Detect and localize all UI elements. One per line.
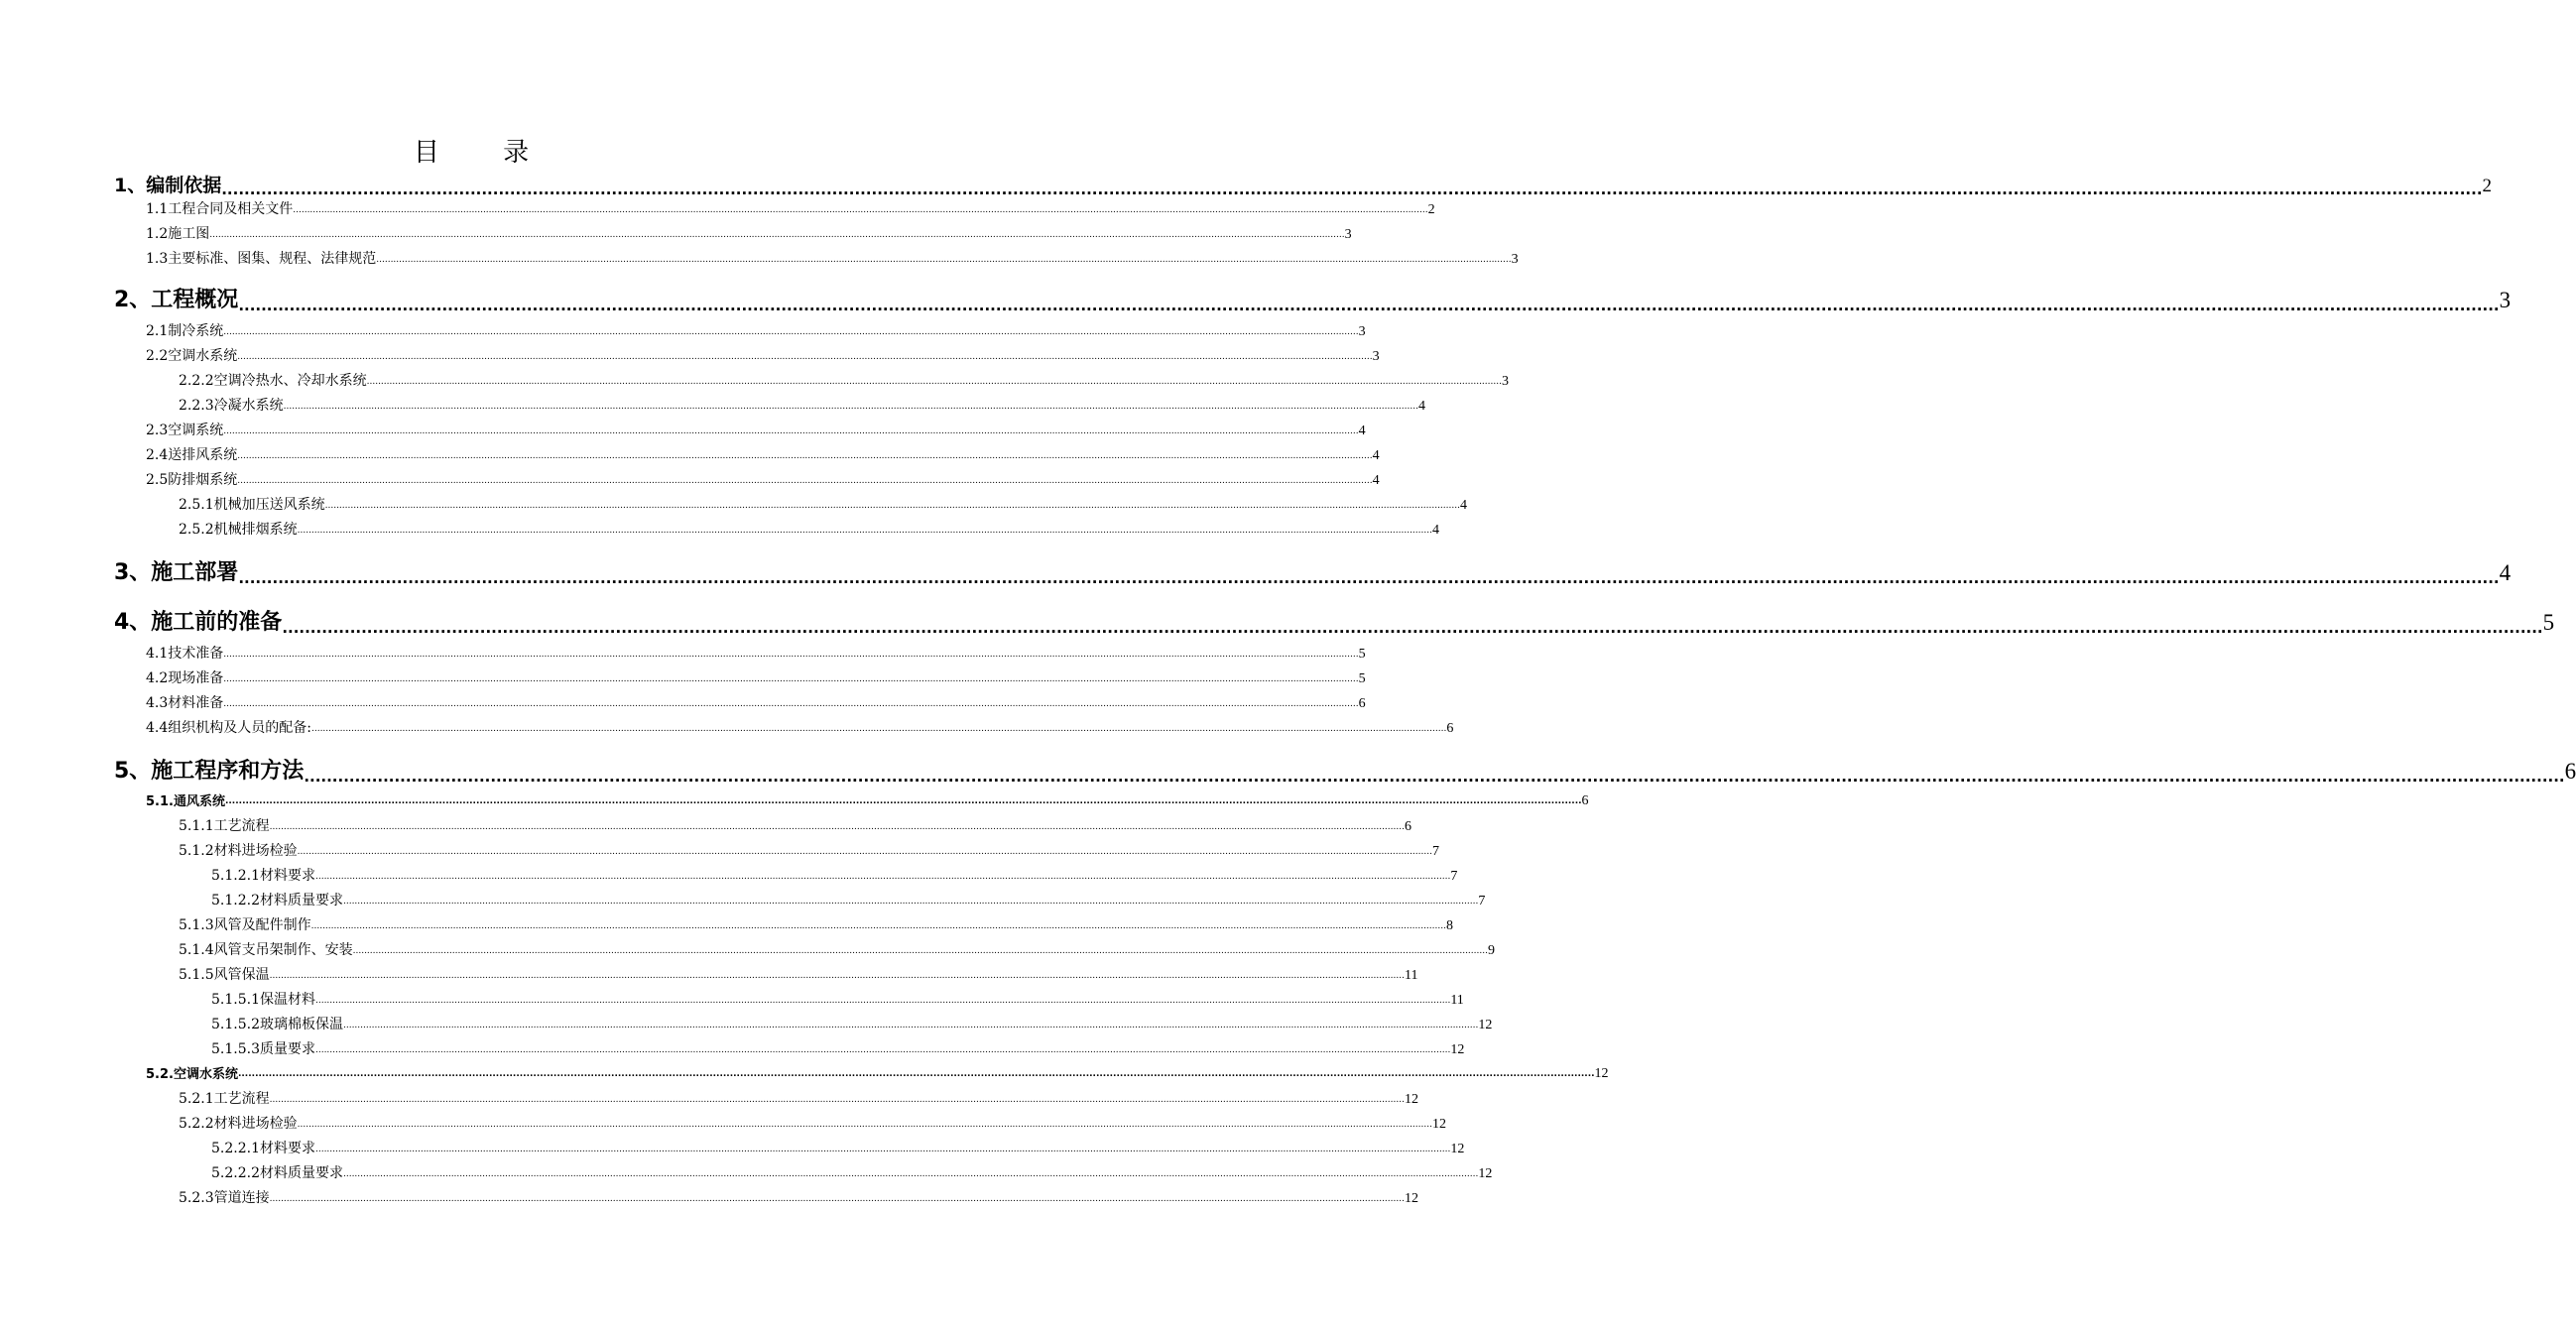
toc-entry-label: 5.2.2.1材料要求 xyxy=(211,1141,315,1156)
toc-entry-label: 4.3材料准备 xyxy=(146,695,224,711)
toc-entry[interactable] xyxy=(114,605,2555,637)
toc-dot-leader: ................................................................................................................................................................................................................................................................................................................................................................................................................ xyxy=(342,897,1479,907)
toc-entry-label: 2.4送排风系统 xyxy=(146,447,238,463)
toc-dot-leader: ................................................................................................................................................................................................................................................................................................................................................................................................................ xyxy=(324,501,1460,511)
toc-entry[interactable] xyxy=(146,320,1366,340)
toc-entry-page-number: 6 xyxy=(1581,793,1589,808)
toc-entry[interactable] xyxy=(114,283,2512,314)
toc-entry[interactable] xyxy=(179,939,1495,959)
toc-entry-page-number: 3 xyxy=(1358,324,1366,339)
toc-entry-page-number: 12 xyxy=(1404,1092,1418,1107)
toc-dot-leader: ................................................................................................................................................................................................................................................................................................................................................................................................................ xyxy=(352,946,1488,956)
toc-entry-page-number: 4 xyxy=(2499,560,2512,585)
toc-entry[interactable] xyxy=(211,989,1464,1009)
toc-entry-label: 5.2.2.2材料质量要求 xyxy=(211,1165,343,1181)
toc-entry[interactable] xyxy=(146,223,1352,243)
toc-entry-label: 2.2.2空调冷热水、冷却水系统 xyxy=(179,373,367,389)
toc-entry-label: 5.1.5风管保温 xyxy=(179,967,270,983)
toc-dot-leader: ................................................................................................................................................................................................................................................................................................................................................................................................................ xyxy=(238,569,2500,587)
toc-dot-leader: ................................................................................................................................................................................................................................................................................................................................................................................................................ xyxy=(223,674,1359,684)
toc-entry-page-number: 3 xyxy=(1344,227,1352,242)
toc-entry-page-number: 2 xyxy=(2482,176,2493,196)
toc-entry-page-number: 3 xyxy=(2499,288,2512,312)
toc-entry-label: 1、编制依据 xyxy=(114,175,222,196)
toc-entry[interactable] xyxy=(114,171,2493,198)
toc-entry-label: 2.3空调系统 xyxy=(146,423,224,438)
toc-dot-leader: ................................................................................................................................................................................................................................................................................................................................................................................................................ xyxy=(269,1194,1405,1204)
toc-dot-leader: ................................................................................................................................................................................................................................................................................................................................................................................................................ xyxy=(314,1145,1451,1154)
toc-dot-leader: ................................................................................................................................................................................................................................................................................................................................................................................................................ xyxy=(237,352,1373,362)
toc-entry-label: 5.1.3风管及配件制作 xyxy=(179,917,311,933)
toc-entry[interactable] xyxy=(146,198,1435,218)
toc-entry-page-number: 6 xyxy=(1358,696,1366,711)
toc-entry-label: 5.1.5.2玻璃棉板保温 xyxy=(211,1017,343,1032)
toc-entry[interactable] xyxy=(179,815,1411,835)
toc-dot-leader: ................................................................................................................................................................................................................................................................................................................................................................................................................ xyxy=(282,619,2543,637)
toc-dot-leader: ................................................................................................................................................................................................................................................................................................................................................................................................................ xyxy=(366,377,1502,387)
toc-entry[interactable] xyxy=(211,1162,1493,1182)
toc-entry[interactable] xyxy=(211,1038,1465,1058)
toc-entry-page-number: 6 xyxy=(1404,819,1411,834)
toc-entry-label: 5.1.1工艺流程 xyxy=(179,818,270,834)
toc-entry-page-number: 12 xyxy=(1431,1117,1446,1132)
toc-entry-page-number: 3 xyxy=(1372,349,1380,364)
toc-entry[interactable] xyxy=(211,865,1458,885)
toc-dot-leader: ................................................................................................................................................................................................................................................................................................................................................................................................................ xyxy=(269,822,1405,832)
toc-entry[interactable] xyxy=(146,717,1454,737)
toc-entry[interactable] xyxy=(179,1088,1418,1108)
toc-entry-label: 1.1工程合同及相关文件 xyxy=(146,201,294,217)
toc-entry-label: 1.3主要标准、图集、规程、法律规范 xyxy=(146,251,377,267)
toc-dot-leader: ................................................................................................................................................................................................................................................................................................................................................................................................................ xyxy=(238,297,2500,314)
toc-entry[interactable] xyxy=(179,964,1418,984)
toc-entry-label: 5.1.2.1材料要求 xyxy=(211,868,315,884)
toc-entry-page-number: 7 xyxy=(1478,894,1486,909)
toc-entry-page-number: 4 xyxy=(1372,473,1380,488)
toc-entry-page-number: 6 xyxy=(2564,759,2576,784)
toc-dot-leader: ................................................................................................................................................................................................................................................................................................................................................................................................................ xyxy=(223,650,1359,660)
toc-entry-label: 2.5.2机械排烟系统 xyxy=(179,522,298,538)
toc-entry[interactable] xyxy=(146,248,1519,268)
toc-entry-page-number: 5 xyxy=(1358,671,1366,686)
toc-entry-label: 2.5.1机械加压送风系统 xyxy=(179,497,325,513)
toc-entry-label: 2、工程概况 xyxy=(114,288,239,312)
toc-dot-leader: ................................................................................................................................................................................................................................................................................................................................................................................................................ xyxy=(223,327,1359,337)
toc-entry[interactable] xyxy=(146,643,1366,663)
toc-entry[interactable] xyxy=(179,840,1439,860)
toc-entry[interactable] xyxy=(179,370,1509,390)
toc-dot-leader: ................................................................................................................................................................................................................................................................................................................................................................................................................ xyxy=(297,526,1432,536)
toc-entry-page-number: 12 xyxy=(1404,1191,1418,1206)
toc-entry[interactable] xyxy=(146,1063,1609,1082)
toc-dot-leader: ................................................................................................................................................................................................................................................................................................................................................................................................................ xyxy=(314,996,1451,1006)
toc-dot-leader: ................................................................................................................................................................................................................................................................................................................................................................................................................ xyxy=(223,426,1359,436)
toc-entry[interactable] xyxy=(146,692,1366,712)
toc-dot-leader: ................................................................................................................................................................................................................................................................................................................................................................................................................ xyxy=(376,255,1512,265)
toc-entry-page-number: 4 xyxy=(1431,523,1439,538)
toc-entry-label: 5、施工程序和方法 xyxy=(114,759,305,784)
toc-dot-leader: ................................................................................................................................................................................................................................................................................................................................................................................................................ xyxy=(283,402,1418,412)
toc-dot-leader: ................................................................................................................................................................................................................................................................................................................................................................................................................ xyxy=(237,451,1373,461)
toc-entry[interactable] xyxy=(146,667,1366,687)
toc-entry-label: 4、施工前的准备 xyxy=(114,610,283,635)
toc-entry-page-number: 9 xyxy=(1487,943,1495,958)
toc-entry-page-number: 12 xyxy=(1450,1142,1465,1156)
toc-entry[interactable] xyxy=(211,890,1486,909)
toc-entry-label: 5.1.5.1保温材料 xyxy=(211,992,315,1008)
toc-entry-label: 2.2.3冷凝水系统 xyxy=(179,398,284,414)
toc-entry-page-number: 4 xyxy=(1459,498,1467,513)
toc-entry-label: 3、施工部署 xyxy=(114,560,239,585)
toc-dot-leader: ................................................................................................................................................................................................................................................................................................................................................................................................................ xyxy=(293,205,1428,215)
toc-entry-page-number: 4 xyxy=(1358,424,1366,438)
toc-entry[interactable] xyxy=(146,420,1366,439)
toc-entry[interactable] xyxy=(114,754,2576,786)
toc-dot-leader: ................................................................................................................................................................................................................................................................................................................................................................................................................ xyxy=(310,724,1447,734)
toc-dot-leader: ................................................................................................................................................................................................................................................................................................................................................................................................................ xyxy=(237,1069,1595,1079)
toc-entry[interactable] xyxy=(114,555,2512,587)
toc-entry-page-number: 2 xyxy=(1427,202,1435,217)
toc-entry-page-number: 12 xyxy=(1478,1166,1493,1181)
toc-entry-label: 5.1.4风管支吊架制作、安装 xyxy=(179,942,353,958)
toc-entry-label: 4.1技术准备 xyxy=(146,646,224,662)
toc-entry-page-number: 5 xyxy=(1358,647,1366,662)
toc-entry-label: 4.2现场准备 xyxy=(146,670,224,686)
toc-entry-label: 2.5防排烟系统 xyxy=(146,472,238,488)
toc-entry-label: 1.2施工图 xyxy=(146,226,210,242)
toc-entry-page-number: 6 xyxy=(1446,721,1454,736)
toc-entry-page-number: 12 xyxy=(1594,1066,1609,1081)
toc-dot-leader: ................................................................................................................................................................................................................................................................................................................................................................................................................ xyxy=(342,1021,1479,1030)
toc-entry-page-number: 11 xyxy=(1404,968,1418,983)
toc-dot-leader: ................................................................................................................................................................................................................................................................................................................................................................................................................ xyxy=(269,971,1405,981)
toc-entry-page-number: 12 xyxy=(1478,1018,1493,1032)
toc-dot-leader: ................................................................................................................................................................................................................................................................................................................................................................................................................ xyxy=(297,1120,1432,1130)
toc-entry[interactable] xyxy=(211,1138,1465,1157)
toc-dot-leader: ................................................................................................................................................................................................................................................................................................................................................................................................................ xyxy=(314,872,1451,882)
toc-entry-page-number: 4 xyxy=(1417,399,1425,414)
toc-entry-label: 2.2空调水系统 xyxy=(146,348,238,364)
toc-entry-label: 5.1.2材料进场检验 xyxy=(179,843,298,859)
toc-dot-leader: ................................................................................................................................................................................................................................................................................................................................................................................................................ xyxy=(314,1045,1451,1055)
toc-dot-leader: ................................................................................................................................................................................................................................................................................................................................................................................................................ xyxy=(237,476,1373,486)
toc-entry-page-number: 7 xyxy=(1431,844,1439,859)
toc-entry[interactable] xyxy=(179,494,1467,514)
toc-dot-leader: ................................................................................................................................................................................................................................................................................................................................................................................................................ xyxy=(310,921,1446,931)
toc-entry-label: 5.2.2材料进场检验 xyxy=(179,1116,298,1132)
toc-entry-label: 5.2.3管道连接 xyxy=(179,1190,270,1206)
toc-entry[interactable] xyxy=(146,444,1380,464)
toc-entry[interactable] xyxy=(179,1113,1446,1133)
toc-entry-page-number: 3 xyxy=(1511,252,1519,267)
toc-entry-page-number: 12 xyxy=(1450,1042,1465,1057)
toc-entry-page-number: 7 xyxy=(1450,869,1458,884)
toc-entry-page-number: 4 xyxy=(1372,448,1380,463)
toc-entry-label: 5.1.通风系统 xyxy=(146,794,225,809)
toc-entry[interactable] xyxy=(179,519,1439,539)
toc-entry-page-number: 3 xyxy=(1501,374,1509,389)
toc-entry[interactable] xyxy=(146,345,1380,365)
toc-entry-label: 4.4组织机构及人员的配备: xyxy=(146,720,311,736)
toc-entry-page-number: 11 xyxy=(1450,993,1464,1008)
toc-entry-label: 5.2.空调水系统 xyxy=(146,1067,238,1082)
toc-dot-leader: ................................................................................................................................................................................................................................................................................................................................................................................................................ xyxy=(223,699,1359,709)
toc-dot-leader: ................................................................................................................................................................................................................................................................................................................................................................................................................ xyxy=(297,847,1432,857)
toc-dot-leader: ................................................................................................................................................................................................................................................................................................................................................................................................................ xyxy=(221,181,2483,198)
toc-title: 目 录 xyxy=(413,138,557,168)
toc-entry[interactable] xyxy=(211,1014,1493,1033)
toc-dot-leader: ................................................................................................................................................................................................................................................................................................................................................................................................................ xyxy=(209,230,1345,240)
toc-entry-label: 5.2.1工艺流程 xyxy=(179,1091,270,1107)
toc-entry-label: 5.1.5.3质量要求 xyxy=(211,1041,315,1057)
toc-entry[interactable] xyxy=(146,469,1380,489)
toc-entry-page-number: 5 xyxy=(2542,610,2555,635)
toc-entry-label: 5.1.2.2材料质量要求 xyxy=(211,893,343,909)
toc-dot-leader: ................................................................................................................................................................................................................................................................................................................................................................................................................ xyxy=(269,1095,1405,1105)
toc-dot-leader: ................................................................................................................................................................................................................................................................................................................................................................................................................ xyxy=(224,796,1582,806)
toc-entry[interactable] xyxy=(179,1187,1418,1207)
toc-entry-label: 2.1制冷系统 xyxy=(146,323,224,339)
toc-dot-leader: ................................................................................................................................................................................................................................................................................................................................................................................................................ xyxy=(304,768,2565,786)
toc-entry[interactable] xyxy=(179,395,1425,415)
toc-entry[interactable] xyxy=(179,914,1453,934)
toc-entry-page-number: 8 xyxy=(1445,918,1453,933)
toc-dot-leader: ................................................................................................................................................................................................................................................................................................................................................................................................................ xyxy=(342,1169,1479,1179)
toc-entry[interactable] xyxy=(146,790,1589,809)
